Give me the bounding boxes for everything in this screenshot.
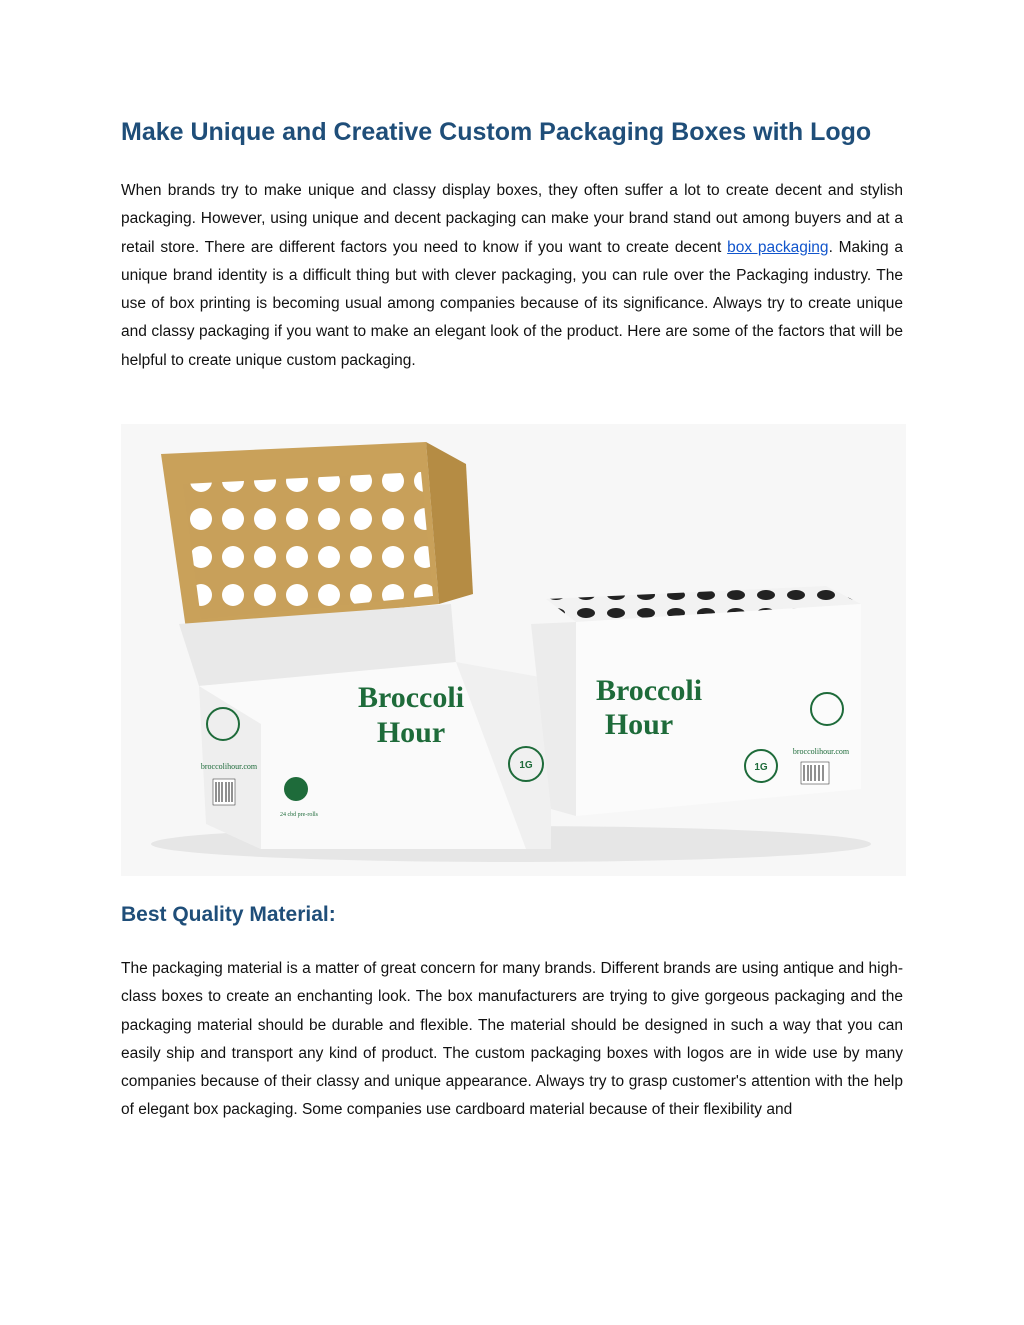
section-paragraph: The packaging material is a matter of great concern for many brands. Different brands are using antique and high-class boxes to create an enchanting look. The box manufacturers are trying to give gorgeous packaging and the packaging material should be durable and flexible. The material should be designed in such a way that you can easily ship and transport any kind of product. The custom packaging boxes with logos are in wide use by many companies because of their classy and unique appearance. Always try to grasp customer's attention with the help of elegant box packaging. Some companies use cardboard material because of their flexibility and xyxy=(121,960,903,1119)
page-title: Make Unique and Creative Custom Packaging Boxes with Logo xyxy=(121,118,872,146)
packaging-boxes-photo xyxy=(121,424,906,876)
left-box-brand-line2: Hour xyxy=(376,716,446,749)
left-box-brand-line1: Broccoli xyxy=(357,681,465,714)
left-box-small-text: 24 cbd pre-rolls xyxy=(280,812,318,818)
section-heading: Best Quality Material: xyxy=(121,903,336,926)
box-packaging-link[interactable]: box packaging xyxy=(727,238,829,256)
right-box-badge-text: 1G xyxy=(754,762,768,773)
intro-text-after: . Making a unique brand identity is a difficult thing but with clever packaging, you can rule over the Packaging industry. The use of box printing is becoming usual among companies because of its significance. Always try to create unique and classy packaging if you want to make an elegant look of the product. Here are some of the factors that will be helpful to create unique custom packaging. xyxy=(121,238,903,369)
right-box-brand-line2: Hour xyxy=(604,708,674,741)
intro-text-before: When brands try to make unique and classy display boxes, they often suffer a lot to create decent and stylish packaging. However, using unique and decent packaging can make your brand stand out among buyers and at a retail store. There are different factors you need to know if you want to create decent xyxy=(121,182,903,256)
left-box-site: broccolihour.com xyxy=(200,762,258,771)
lid-holes xyxy=(183,472,433,619)
intro-paragraph xyxy=(121,177,903,375)
left-box-badge-text: 1G xyxy=(519,760,533,771)
right-box-brand-line1: Broccoli xyxy=(595,674,703,707)
right-box-site: broccolihour.com xyxy=(792,747,850,756)
broccoli-icon xyxy=(284,777,308,801)
